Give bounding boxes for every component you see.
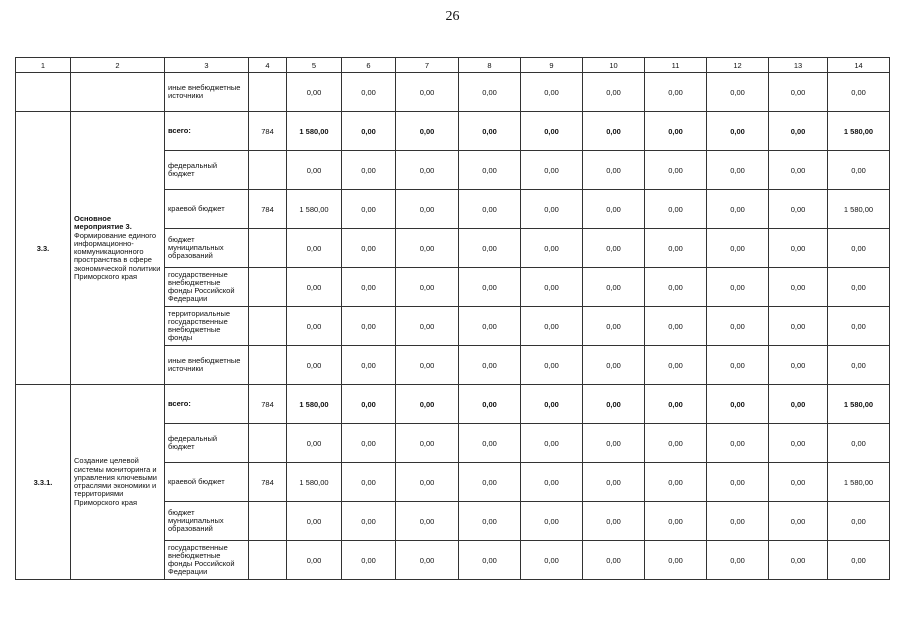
value-cell-col-14: 0,00: [828, 229, 890, 268]
value-cell-col-10: 0,00: [583, 424, 645, 463]
value-cell-col-10: 0,00: [583, 190, 645, 229]
value-cell-col-11: 0,00: [645, 346, 707, 385]
value-cell-col-7: 0,00: [396, 502, 459, 541]
value-cell-col-9: 0,00: [521, 424, 583, 463]
value-cell-col-14: 1 580,00: [828, 190, 890, 229]
value-cell-col-5: 0,00: [287, 502, 342, 541]
value-cell-col-9: 0,00: [521, 385, 583, 424]
value-cell-col-11: 0,00: [645, 112, 707, 151]
value-cell-col-7: 0,00: [396, 307, 459, 346]
value-cell-col-7: 0,00: [396, 541, 459, 580]
section-title: [71, 112, 165, 385]
value-cell-col-11: 0,00: [645, 424, 707, 463]
value-cell-col-13: 0,00: [769, 463, 828, 502]
value-cell-col-13: 0,00: [769, 385, 828, 424]
value-cell-col-9: 0,00: [521, 346, 583, 385]
funding-source-cell: иные внебюджетные источники: [165, 73, 249, 112]
column-number-11: 11: [645, 58, 707, 73]
funding-source-cell: государственные внебюджетные фонды Российской Федерации: [165, 268, 249, 307]
column-number-4: 4: [249, 58, 287, 73]
section-title: [71, 385, 165, 580]
table-row: [16, 73, 890, 112]
value-cell-col-9: 0,00: [521, 112, 583, 151]
value-cell-col-8: 0,00: [459, 112, 521, 151]
column-number-8: 8: [459, 58, 521, 73]
value-cell-col-12: 0,00: [707, 346, 769, 385]
value-cell-col-8: 0,00: [459, 151, 521, 190]
value-cell-col-8: 0,00: [459, 73, 521, 112]
funding-source-cell: всего:: [165, 112, 249, 151]
funding-source-cell: краевой бюджет: [165, 190, 249, 229]
funding-source-cell: бюджет муниципальных образований: [165, 502, 249, 541]
value-cell-col-8: 0,00: [459, 346, 521, 385]
value-cell-col-6: 0,00: [342, 424, 396, 463]
page-number: 26: [445, 9, 460, 24]
section-number: 3.3.: [16, 112, 71, 385]
value-cell-col-5: 1 580,00: [287, 463, 342, 502]
value-cell-col-6: 0,00: [342, 73, 396, 112]
value-cell-col-9: 0,00: [521, 73, 583, 112]
value-cell-col-11: 0,00: [645, 502, 707, 541]
table-row: [16, 385, 890, 424]
value-cell-col-8: 0,00: [459, 541, 521, 580]
value-cell-col-9: 0,00: [521, 190, 583, 229]
code-cell: [249, 151, 287, 190]
value-cell-col-7: 0,00: [396, 424, 459, 463]
value-cell-col-5: 1 580,00: [287, 385, 342, 424]
value-cell-col-7: 0,00: [396, 268, 459, 307]
code-cell: [249, 307, 287, 346]
value-cell-col-13: 0,00: [769, 502, 828, 541]
value-cell-col-9: 0,00: [521, 229, 583, 268]
value-cell-col-8: 0,00: [459, 463, 521, 502]
value-cell-col-5: 0,00: [287, 73, 342, 112]
code-cell: 784: [249, 190, 287, 229]
value-cell-col-10: 0,00: [583, 346, 645, 385]
value-cell-col-7: 0,00: [396, 463, 459, 502]
value-cell-col-14: 0,00: [828, 73, 890, 112]
value-cell-col-14: 0,00: [828, 268, 890, 307]
value-cell-col-12: 0,00: [707, 463, 769, 502]
value-cell-col-13: 0,00: [769, 424, 828, 463]
value-cell-col-11: 0,00: [645, 73, 707, 112]
value-cell-col-7: 0,00: [396, 346, 459, 385]
value-cell-col-7: 0,00: [396, 229, 459, 268]
value-cell-col-14: 0,00: [828, 307, 890, 346]
value-cell-col-13: 0,00: [769, 541, 828, 580]
value-cell-col-9: 0,00: [521, 463, 583, 502]
value-cell-col-7: 0,00: [396, 73, 459, 112]
value-cell-col-13: 0,00: [769, 346, 828, 385]
value-cell-col-9: 0,00: [521, 307, 583, 346]
value-cell-col-6: 0,00: [342, 385, 396, 424]
value-cell-col-8: 0,00: [459, 190, 521, 229]
funding-source-cell: федеральный бюджет: [165, 151, 249, 190]
column-number-1: 1: [16, 58, 71, 73]
value-cell-col-11: 0,00: [645, 190, 707, 229]
value-cell-col-14: 0,00: [828, 151, 890, 190]
code-cell: [249, 346, 287, 385]
value-cell-col-7: 0,00: [396, 385, 459, 424]
value-cell-col-5: 0,00: [287, 424, 342, 463]
value-cell-col-11: 0,00: [645, 268, 707, 307]
code-cell: 784: [249, 112, 287, 151]
value-cell-col-9: 0,00: [521, 502, 583, 541]
value-cell-col-12: 0,00: [707, 385, 769, 424]
value-cell-col-12: 0,00: [707, 73, 769, 112]
value-cell-col-14: 1 580,00: [828, 112, 890, 151]
value-cell-col-11: 0,00: [645, 229, 707, 268]
column-number-row: [16, 58, 890, 73]
value-cell-col-12: 0,00: [707, 112, 769, 151]
funding-source-cell: государственные внебюджетные фонды Российской Федерации: [165, 541, 249, 580]
value-cell-col-9: 0,00: [521, 268, 583, 307]
column-number-13: 13: [769, 58, 828, 73]
value-cell-col-7: 0,00: [396, 112, 459, 151]
value-cell-col-12: 0,00: [707, 424, 769, 463]
value-cell-col-8: 0,00: [459, 229, 521, 268]
value-cell-col-5: 1 580,00: [287, 190, 342, 229]
value-cell-col-10: 0,00: [583, 385, 645, 424]
funding-source-cell: федеральный бюджет: [165, 424, 249, 463]
value-cell-col-14: 0,00: [828, 424, 890, 463]
value-cell-col-13: 0,00: [769, 151, 828, 190]
value-cell-col-10: 0,00: [583, 268, 645, 307]
value-cell-col-13: 0,00: [769, 73, 828, 112]
column-number-14: 14: [828, 58, 890, 73]
value-cell-col-6: 0,00: [342, 268, 396, 307]
value-cell-col-10: 0,00: [583, 502, 645, 541]
code-cell: [249, 229, 287, 268]
value-cell-col-6: 0,00: [342, 307, 396, 346]
value-cell-col-5: 0,00: [287, 229, 342, 268]
value-cell-col-5: 0,00: [287, 268, 342, 307]
value-cell-col-8: 0,00: [459, 307, 521, 346]
value-cell-col-13: 0,00: [769, 229, 828, 268]
value-cell-col-6: 0,00: [342, 541, 396, 580]
value-cell-col-10: 0,00: [583, 541, 645, 580]
value-cell-col-14: 0,00: [828, 502, 890, 541]
value-cell-col-13: 0,00: [769, 268, 828, 307]
value-cell-col-11: 0,00: [645, 151, 707, 190]
section-title-text: Создание целевой системы мониторинга и управления ключевыми отраслями экономики и территориями Приморского края: [74, 456, 157, 507]
value-cell-col-11: 0,00: [645, 385, 707, 424]
value-cell-col-14: 0,00: [828, 541, 890, 580]
value-cell-col-6: 0,00: [342, 229, 396, 268]
value-cell-col-10: 0,00: [583, 112, 645, 151]
funding-source-cell: всего:: [165, 385, 249, 424]
value-cell-col-12: 0,00: [707, 541, 769, 580]
value-cell-col-6: 0,00: [342, 502, 396, 541]
funding-source-cell: территориальные государственные внебюджетные фонды: [165, 307, 249, 346]
value-cell-col-14: 0,00: [828, 346, 890, 385]
value-cell-col-5: 0,00: [287, 151, 342, 190]
funding-source-cell: бюджет муниципальных образований: [165, 229, 249, 268]
code-cell: [249, 268, 287, 307]
value-cell-col-5: 0,00: [287, 307, 342, 346]
code-cell: [249, 424, 287, 463]
value-cell-col-9: 0,00: [521, 151, 583, 190]
value-cell-col-10: 0,00: [583, 229, 645, 268]
value-cell-col-11: 0,00: [645, 307, 707, 346]
table-row: [16, 112, 890, 151]
value-cell-col-8: 0,00: [459, 502, 521, 541]
code-cell: [249, 541, 287, 580]
column-number-9: 9: [521, 58, 583, 73]
value-cell-col-12: 0,00: [707, 268, 769, 307]
column-number-12: 12: [707, 58, 769, 73]
value-cell-col-5: 0,00: [287, 346, 342, 385]
value-cell-col-12: 0,00: [707, 307, 769, 346]
value-cell-col-14: 1 580,00: [828, 385, 890, 424]
value-cell-col-6: 0,00: [342, 463, 396, 502]
value-cell-col-7: 0,00: [396, 190, 459, 229]
value-cell-col-13: 0,00: [769, 190, 828, 229]
funding-source-cell: иные внебюджетные источники: [165, 346, 249, 385]
value-cell-col-10: 0,00: [583, 73, 645, 112]
value-cell-col-6: 0,00: [342, 190, 396, 229]
value-cell-col-8: 0,00: [459, 424, 521, 463]
value-cell-col-12: 0,00: [707, 190, 769, 229]
code-cell: [249, 73, 287, 112]
budget-table: [15, 57, 890, 580]
value-cell-col-6: 0,00: [342, 151, 396, 190]
value-cell-col-10: 0,00: [583, 151, 645, 190]
value-cell-col-8: 0,00: [459, 385, 521, 424]
code-cell: 784: [249, 385, 287, 424]
value-cell-col-7: 0,00: [396, 151, 459, 190]
code-cell: [249, 502, 287, 541]
section-title-bold: Основное мероприятие 3.: [74, 214, 132, 232]
value-cell-col-11: 0,00: [645, 541, 707, 580]
section-title-text: Формирование единого информационно-коммуникационного пространства в сфере экономической политики Приморского края: [74, 230, 161, 281]
column-number-7: 7: [396, 58, 459, 73]
value-cell-col-5: 0,00: [287, 541, 342, 580]
code-cell: 784: [249, 463, 287, 502]
value-cell-col-9: 0,00: [521, 541, 583, 580]
value-cell-col-14: 1 580,00: [828, 463, 890, 502]
value-cell-col-8: 0,00: [459, 268, 521, 307]
section-number: 3.3.1.: [16, 385, 71, 580]
value-cell-col-12: 0,00: [707, 502, 769, 541]
column-number-5: 5: [287, 58, 342, 73]
value-cell-col-12: 0,00: [707, 229, 769, 268]
section-title-cell: [71, 73, 165, 112]
funding-source-cell: краевой бюджет: [165, 463, 249, 502]
column-number-2: 2: [71, 58, 165, 73]
value-cell-col-13: 0,00: [769, 307, 828, 346]
value-cell-col-11: 0,00: [645, 463, 707, 502]
value-cell-col-5: 1 580,00: [287, 112, 342, 151]
value-cell-col-10: 0,00: [583, 463, 645, 502]
value-cell-col-6: 0,00: [342, 112, 396, 151]
column-number-3: 3: [165, 58, 249, 73]
column-number-6: 6: [342, 58, 396, 73]
section-number-cell: [16, 73, 71, 112]
value-cell-col-13: 0,00: [769, 112, 828, 151]
column-number-10: 10: [583, 58, 645, 73]
value-cell-col-6: 0,00: [342, 346, 396, 385]
value-cell-col-10: 0,00: [583, 307, 645, 346]
value-cell-col-12: 0,00: [707, 151, 769, 190]
